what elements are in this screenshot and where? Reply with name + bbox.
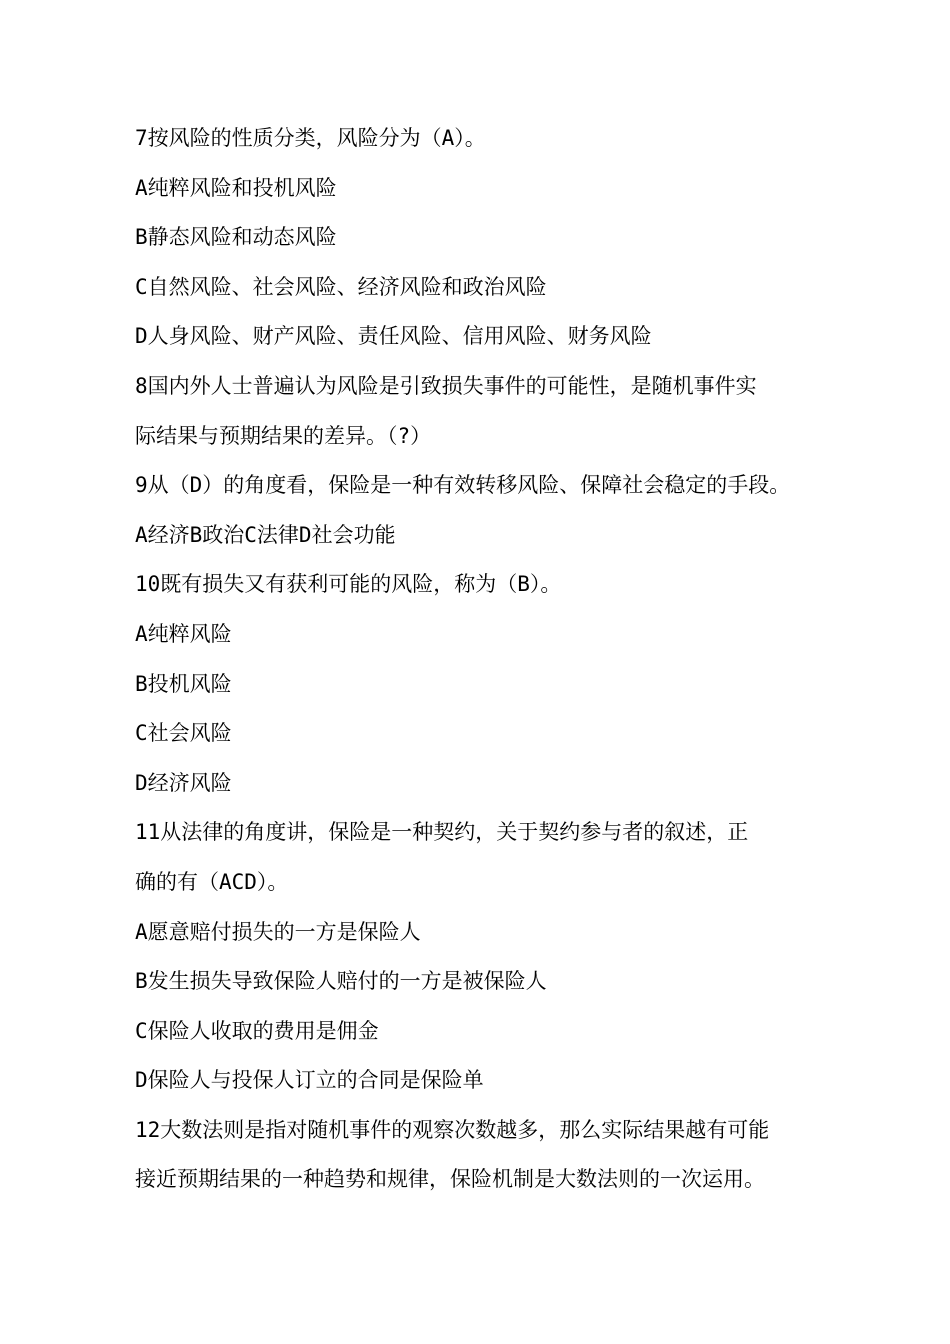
question-8-line-2: 际结果与预期结果的差异。（?） <box>135 423 432 448</box>
question-7-option-d: D人身风险、财产风险、责任风险、信用风险、财务风险 <box>135 324 652 349</box>
question-7-option-a: A纯粹风险和投机风险 <box>135 175 337 200</box>
document-body <box>135 114 835 1205</box>
question-10-option-d: D经济风险 <box>135 770 232 795</box>
question-12-line-1: 12大数法则是指对随机事件的观察次数越多，那么实际结果越有可能 <box>135 1117 770 1142</box>
question-11-option-c: C保险人收取的费用是佣金 <box>135 1018 379 1043</box>
question-7-option-c: C自然风险、社会风险、经济风险和政治风险 <box>135 274 547 299</box>
question-7: 7按风险的性质分类，风险分为（A）。 <box>135 126 486 150</box>
question-11-line-1: 11从法律的角度讲，保险是一种契约，关于契约参与者的叙述，正 <box>135 820 749 845</box>
question-10: 10既有损失又有获利可能的风险，称为（B）。 <box>135 572 562 597</box>
question-8-line-1: 8国内外人士普遍认为风险是引致损失事件的可能性，是随机事件实 <box>135 373 757 398</box>
question-10-option-c: C社会风险 <box>135 721 232 746</box>
question-9: 9从（D）的角度看，保险是一种有效转移风险、保障社会稳定的手段。 <box>135 473 791 498</box>
question-11-option-a: A愿意赔付损失的一方是保险人 <box>135 919 421 944</box>
question-12-line-2: 接近预期结果的一种趋势和规律，保险机制是大数法则的一次运用。 <box>135 1167 765 1192</box>
question-10-option-b: B投机风险 <box>135 671 232 696</box>
question-11-line-2: 确的有（ACD）。 <box>135 869 289 894</box>
question-11-option-d: D保险人与投保人订立的合同是保险单 <box>135 1068 484 1093</box>
question-9-options: A经济B政治C法律D社会功能 <box>135 522 396 547</box>
question-10-option-a: A纯粹风险 <box>135 621 232 646</box>
question-11-option-b: B发生损失导致保险人赔付的一方是被保险人 <box>135 969 547 994</box>
question-7-option-b: B静态风险和动态风险 <box>135 225 337 250</box>
